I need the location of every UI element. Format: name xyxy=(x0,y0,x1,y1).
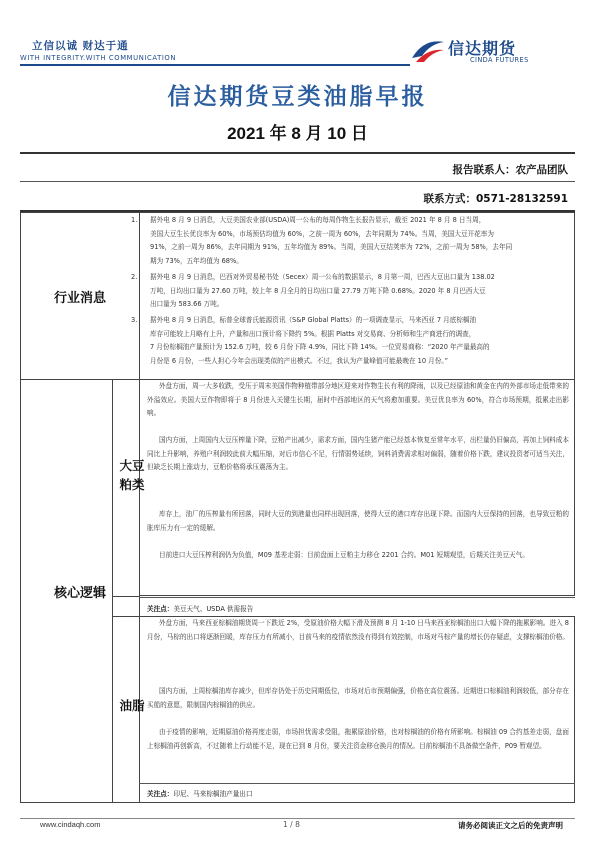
footer-rule xyxy=(20,818,575,819)
focus-label: 关注点： xyxy=(147,605,174,613)
soy-focus xyxy=(147,603,253,613)
focus-text: 美豆天气、USDA 供需报告 xyxy=(173,605,254,613)
news-number: 3. xyxy=(131,316,138,324)
core-logic-label: 核心逻辑 xyxy=(20,379,140,803)
oil-focus xyxy=(147,788,253,798)
news-line: 期为 73%，五年均值为 68%。 xyxy=(150,256,243,265)
logo-text: 信达期货 xyxy=(448,39,517,58)
oil-para: 外盘方面，马来西亚棕榈油期货周一下跌近 2%，受原油价格大幅下滑及预测 8 月 1-10 日马来西亚棕榈油出口大幅下降的拖累影响。进入 8 月份，马棕的出口将逐渐回暖，库存压力有所减小，目前马来的疫情依然没有得到有效控制，市场对马棕产量的增长仍存疑虑，支撑棕榈油价格。 xyxy=(147,619,569,641)
footer-url[interactable]: www.cindaqh.com xyxy=(40,820,101,829)
soy-para: 库存上，油厂的压榨量有所回落，同时大豆的到港量也同样出现回落，使得大豆的港口库存出现下降。而国内大豆保持的回落，也导致豆粕的胀库压力有一定的缓解。 xyxy=(147,510,569,532)
slogan-english: WITH INTEGRITY.WITH COMMUNICATION xyxy=(20,54,177,62)
contact-person: 报告联系人：农产品团队 xyxy=(452,164,568,176)
news-line: 月份是 6 月份，一些人担心今年会出现类似的产出模式。不过，我认为产量峰值可能最晚在 10 月份。” xyxy=(150,356,449,365)
news-line: 万吨，日均出口量为 27.60 万吨，较上年 8 月全月的日均出口量 27.79 万吨下降 0.68%。2020 年 8 月巴西大豆 xyxy=(150,286,486,295)
news-line: 出口量为 583.66 万吨。 xyxy=(150,300,224,309)
news-number: 1. xyxy=(131,216,138,224)
core-row-divider-2 xyxy=(112,616,139,617)
news-item xyxy=(131,214,560,268)
page-number: 1 / 8 xyxy=(283,820,300,829)
news-line: 据外电 8 月 9 日消息，标普全球普氏能源资讯（S&P Global Platts）的一项调查显示，马来西亚 7 月底棕榈油 xyxy=(150,316,477,324)
soy-para: 目前进口大豆压榨利润仍为负值，M09 基差走弱：目前盘面上豆粕主力移仓 2201 合约。M01 短期观望，后期关注美豆天气。 xyxy=(159,551,529,559)
soy-focus-divider xyxy=(139,597,575,598)
core-row-divider xyxy=(112,596,139,597)
core-column-divider xyxy=(112,379,113,803)
soy-para: 外盘方面，周一大多收跌，受压于周末美国作物种植带部分地区迎来对作物生长有利的降雨，以及已经原油和黄金在内的外部市场走低带来的外溢效应。美国大豆作物即将于 8 月份进入关键生长期，届时中西部地区的天气将愈加重要。美豆优良率为 60%，符合市场预期，抵累走出影响。 xyxy=(147,382,569,418)
disclaimer: 请务必阅读正文之后的免责声明 xyxy=(458,821,563,830)
report-title: 信达期货豆类油脂早报 xyxy=(167,83,428,110)
soy-label-text: 大豆粕类 xyxy=(119,458,145,492)
slogan: 立信以诚 财达于通 xyxy=(32,40,129,52)
title-rule xyxy=(20,152,575,154)
oil-focus-divider xyxy=(139,783,575,784)
oil-para: 由于疫情的影响，近期原油价格再度走弱，市场担忧需求受阻，拖累原油价格，也对棕榈油的价格有所影响。棕榈油 09 合约基差走弱，盘面上棕榈油再创新高，不过随着上行动能不足，现在已到 8 月份，要关注资金移仓换月的情况。目前棕榈油不具备做空条件，P09 暂观望。 xyxy=(147,728,569,750)
focus-text: 印尼、马来棕榈油产量出口 xyxy=(173,790,253,798)
oil-para: 国内方面，上周棕榈油库存减少，但库存仍处于历史同期低位，市场对后市预期偏强，价格在高位震荡。近期进口棕榈油利润较低，部分存在买船的意愿，限制国内棕榈油的供应。 xyxy=(147,687,569,709)
focus-label: 关注点： xyxy=(147,790,174,798)
news-line: 91%，之前一周为 86%，去年同期为 91%，五年均值为 89%。当周，美国大豆结荚率为 72%，之前一周为 58%，去年同 xyxy=(150,243,513,252)
oil-label: 油脂 xyxy=(119,697,145,713)
header-rule xyxy=(20,64,410,66)
news-line: 美国大豆生长优良率为 60%，市场预估均值为 60%，之前一周为 60%，去年同期为 74%。当周，美国大豆开花率为 xyxy=(150,229,494,238)
news-line: 据外电 8 月 9 日消息，大豆美国农业部(USDA)周一公布的每周作物生长报告显示，截至 2021 年 8 月 8 日当周， xyxy=(150,216,486,224)
news-item xyxy=(131,314,560,368)
news-line: 据外电 8 月 9 日消息，巴西对外贸易秘书处（Secex）周一公布的数据显示，8 月第一周，巴西大豆出口量为 138.02 xyxy=(150,273,495,281)
news-line: 7 月份棕榈油产量预计为 152.6 万吨，较 6 月份下降 4.9%，同比下降 14%。一位贸易商称：“2020 年产量最高的 xyxy=(150,343,490,352)
news-line: 库存可能较上月略有上升，产量和出口预计将下降约 5%。根据 Platts 对交易商、分析师和生产商进行的调查， xyxy=(150,329,476,338)
news-number: 2. xyxy=(131,273,138,281)
cinda-logo-icon xyxy=(410,36,446,64)
news-item xyxy=(131,271,560,312)
soy-para: 国内方面，上周国内大豆压榨量下降，豆粕产出减少，需求方面，国内生猪产能已经基本恢复至常年水平，出栏量仍旧偏高，再加上饲料成本同比上升影响，养殖户利润较此前大幅压缩，对后市信心不足，行情弱势延续，饲料消费需求相对偏弱，随着价格下跌，建议投资者可适当关注，但缺乏长期上涨动力，豆粕价格将承压震荡为主。 xyxy=(147,436,569,472)
contact-phone: 联系方式：0571-28132591 xyxy=(423,193,568,205)
logo-english: CINDA FUTURES xyxy=(470,56,529,64)
industry-label: 行业消息 xyxy=(20,212,140,380)
contact-divider xyxy=(20,181,575,182)
soy-label xyxy=(112,440,152,510)
report-date: 2021 年 8 月 10 日 xyxy=(227,124,368,143)
